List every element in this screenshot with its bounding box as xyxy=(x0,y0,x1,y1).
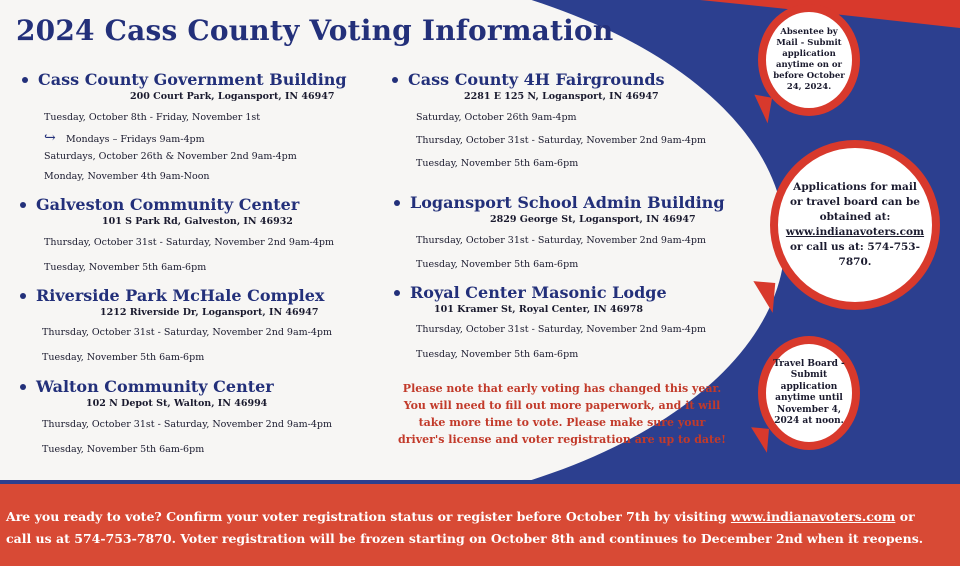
schedule-line: Tuesday, November 5th 6am-6pm xyxy=(416,349,579,360)
bullet-icon xyxy=(22,77,28,83)
footer-line1-end: or xyxy=(895,509,915,524)
footer-line1: Are you ready to vote? Confirm your voter registration status or register before October 7th by visiting xyxy=(6,509,731,524)
schedule-text: Mondays – Fridays 9am-4pm xyxy=(66,134,205,145)
schedule-line: Thursday, October 31st - Saturday, November 2nd 9am-4pm xyxy=(416,324,706,335)
site-address: 2829 George St, Logansport, IN 46947 xyxy=(490,214,696,225)
absentee-bubble xyxy=(758,4,860,116)
schedule-line: Thursday, October 31st - Saturday, November 2nd 9am-4pm xyxy=(416,235,706,246)
notice-line: take more time to vote. Please make sure your xyxy=(418,416,706,429)
applications-text: Applications for mail or travel board can be obtained at: xyxy=(790,181,920,223)
early-voting-notice xyxy=(392,380,732,448)
site-4h-fairgrounds xyxy=(392,70,665,102)
curved-arrow-icon: ↪ xyxy=(44,130,56,146)
site-walton xyxy=(20,377,274,409)
applications-phone-text: or call us at: 574-753-7870. xyxy=(790,241,920,268)
applications-bubble xyxy=(770,140,940,310)
site-address: 102 N Depot St, Walton, IN 46994 xyxy=(86,398,268,409)
notice-line: Please note that early voting has changed this year. xyxy=(402,382,722,395)
schedule-line: Monday, November 4th 9am-Noon xyxy=(44,171,210,182)
schedule-line: Tuesday, November 5th 6am-6pm xyxy=(416,158,579,169)
footer-banner xyxy=(0,484,960,566)
footer-line2: call us at 574-753-7870. Voter registration will be frozen starting on October 8th and continues to December 2nd when it reopens. xyxy=(6,531,924,546)
site-name: Cass County Government Building xyxy=(38,70,347,89)
schedule-line: Thursday, October 31st - Saturday, November 2nd 9am-4pm xyxy=(42,419,332,430)
site-government-building xyxy=(22,70,347,102)
bullet-icon xyxy=(20,202,26,208)
schedule-line: Tuesday, November 5th 6am-6pm xyxy=(42,352,205,363)
schedule-line: Thursday, October 31st - Saturday, November 2nd 9am-4pm xyxy=(416,135,706,146)
schedule-line: Saturday, October 26th 9am-4pm xyxy=(416,112,577,123)
schedule-line: Tuesday, October 8th - Friday, November 1st xyxy=(44,112,261,123)
travel-board-text: Travel Board - Submit application anytime until November 4, 2024 at noon. xyxy=(773,358,845,426)
site-name: Cass County 4H Fairgrounds xyxy=(408,70,665,89)
bullet-icon xyxy=(394,290,400,296)
footer-text xyxy=(6,506,960,550)
schedule-line: Saturdays, October 26th & November 2nd 9am-4pm xyxy=(44,151,297,162)
indianavoters-link[interactable]: www.indianavoters.com xyxy=(785,226,925,238)
page-title: 2024 Cass County Voting Information xyxy=(16,14,614,47)
bullet-icon xyxy=(394,200,400,206)
schedule-line: Tuesday, November 5th 6am-6pm xyxy=(44,262,207,273)
site-address: 200 Court Park, Logansport, IN 46947 xyxy=(130,91,335,102)
notice-line: You will need to fill out more paperwork, and it will xyxy=(403,399,721,412)
schedule-line: Thursday, October 31st - Saturday, November 2nd 9am-4pm xyxy=(44,237,334,248)
bubble-tail xyxy=(749,427,769,452)
site-name: Logansport School Admin Building xyxy=(410,193,725,212)
bullet-icon xyxy=(20,384,26,390)
site-address: 1212 Riverside Dr, Logansport, IN 46947 xyxy=(100,307,319,318)
site-address: 2281 E 125 N, Logansport, IN 46947 xyxy=(464,91,659,102)
absentee-text: Absentee by Mail - Submit application anytime on or before October 24, 2024. xyxy=(773,27,845,92)
site-address: 101 S Park Rd, Galveston, IN 46932 xyxy=(102,216,293,227)
bullet-icon xyxy=(392,77,398,83)
site-address: 101 Kramer St, Royal Center, IN 46978 xyxy=(434,304,644,315)
site-name: Riverside Park McHale Complex xyxy=(36,286,325,305)
site-galveston xyxy=(20,195,299,227)
site-name: Royal Center Masonic Lodge xyxy=(410,283,667,302)
footer-link[interactable]: www.indianavoters.com xyxy=(730,509,896,524)
site-royal-center xyxy=(394,283,667,315)
site-riverside-park xyxy=(20,286,324,318)
schedule-line: Tuesday, November 5th 6am-6pm xyxy=(42,444,205,455)
bullet-icon xyxy=(20,293,26,299)
bubble-tail xyxy=(751,281,776,313)
notice-line: driver's license and voter registration are up to date! xyxy=(398,433,726,446)
site-school-admin xyxy=(394,193,725,225)
site-name: Galveston Community Center xyxy=(36,195,300,214)
site-name: Walton Community Center xyxy=(36,377,274,396)
travel-board-bubble xyxy=(758,336,860,450)
schedule-line: Thursday, October 31st - Saturday, November 2nd 9am-4pm xyxy=(42,327,332,338)
schedule-line: Tuesday, November 5th 6am-6pm xyxy=(416,259,579,270)
schedule-line xyxy=(44,130,205,146)
